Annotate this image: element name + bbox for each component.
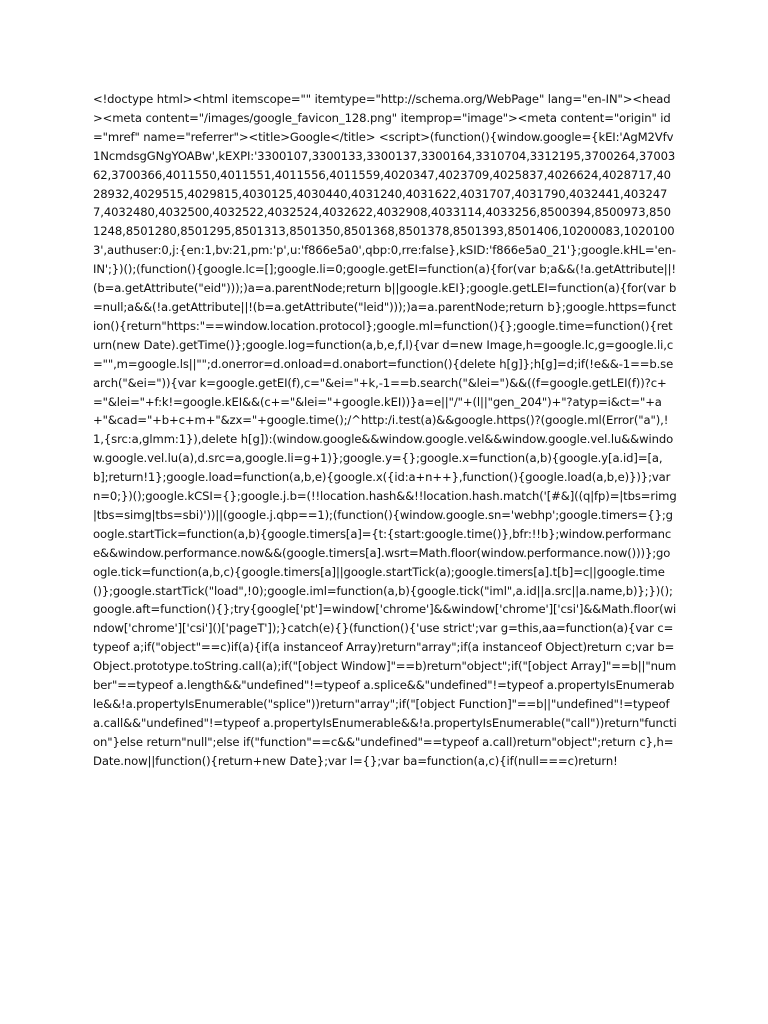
page-source-text: <!doctype html><html itemscope="" itemtype="http://schema.org/WebPage" lang="en-IN"><head><meta content="/images/google_favicon_128.png" itemprop="image"><meta content="origin" id="mref" name="referrer"><title>Google</title> <script>(function(){window.google={kEI:'AgM2Vfv1NcmdsgGNgYOABw',kEXPI:'3300107,3300133,3300137,3300164,3310704,3312195,3700264,3700362,3700366,4011550,4011551,4011556,4011559,4020347,4023709,4025837,4026624,4028717,4028932,4029515,4029815,4030125,4030440,4031240,4031622,4031707,4031790,4032441,4032477,4032480,4032500,4032522,4032524,4032622,4032908,4033114,4033256,8500394,8500973,8501248,8501280,8501295,8501313,8501350,8501368,8501378,8501393,8501406,10200083,10201003',authuser:0,j:{en:1,bv:21,pm:'p',u:'f866e5a0',qbp:0,rre:false},kSID:'f866e5a0_21'};google.kHL='en-IN';})();(function(){google.lc=[];google.li=0;google.getEI=function(a){for(var b;a&&(!a.getAttribute||!(b=a.getAttribute("eid")));)a=a.parentNode;return b||google.kEI};google.getLEI=function(a){for(var b=null;a&&(!a.getAttribute||!(b=a.getAttribute("leid")));)a=a.parentNode;return b};google.https=function(){return"https:"==window.location.protocol};google.ml=function(){};google.time=function(){return(new Date).getTime()};google.log=function(a,b,e,f,l){var d=new Image,h=google.lc,g=google.li,c="",m=google.ls||"";d.onerror=d.onload=d.onabort=function(){delete h[g]};h[g]=d;if(!e&&-1==b.search("&ei=")){var k=google.getEI(f),c="&ei="+k,-1==b.search("&lei=")&&((f=google.getLEI(f))?c+="&lei="+f:k!=google.kEI&&(c+="&lei="+google.kEI))}a=e||"/"+(l||"gen_204")+"?atyp=i&ct="+a+"&cad="+b+c+m+"&zx="+google.time();/^http:/i.test(a)&&google.https()?(google.ml(Error("a"),!1,{src:a,glmm:1}),delete h[g]):(window.google&&window.google.vel&&window.google.vel.lu&&window.google.vel.lu(a),d.src=a,google.li=g+1)};google.y={};google.x=function(a,b){google.y[a.id]=[a,b];return!1};google.load=function(a,b,e){google.x({id:a+n++},function(){google.load(a,b,e)})};var n=0;})();google.kCSI={};google.j.b=(!!location.hash&&!!location.hash.match('[#&]((q|fp)=|tbs=rimg|tbs=simg|tbs=sbi)'))||(google.j.qbp==1);(function(){window.google.sn='webhp';google.timers={};google.startTick=function(a,b){google.timers[a]={t:{start:google.time()},bfr:!!b};window.performance&&window.performance.now&&(google.timers[a].wsrt=Math.floor(window.performance.now()))};google.tick=function(a,b,c){google.timers[a]||google.startTick(a);google.timers[a].t[b]=c||google.time()};google.startTick("load",!0);google.iml=function(a,b){google.tick("iml",a.id||a.src||a.name,b)};})();google.aft=function(){};try{google['pt']=window['chrome']&&window['chrome']['csi']&&Math.floor(window['chrome']['csi']()['pageT']);}catch(e){}(function(){'use strict';var g=this,aa=function(a){var c=typeof a;if("object"==c)if(a){if(a instanceof Array)return"array";if(a instanceof Object)return c;var b=Object.prototype.toString.call(a);if("[object Window]"==b)return"object";if("[object Array]"==b||"number"==typeof a.length&&"undefined"!=typeof a.splice&&"undefined"!=typeof a.propertyIsEnumerable&&!a.propertyIsEnumerable("splice"))return"array";if("[object Function]"==b||"undefined"!=typeof a.call&&"undefined"!=typeof a.propertyIsEnumerable&&!a.propertyIsEnumerable("call"))return"function"}else return"null";else if("function"==c&&"undefined"==typeof a.call)return"object";return c},h=Date.now||function(){return+new Date};var l={};var ba=function(a,c){if(null===c)return!	[93, 92, 677, 768]
document-page	[93, 90, 677, 950]
